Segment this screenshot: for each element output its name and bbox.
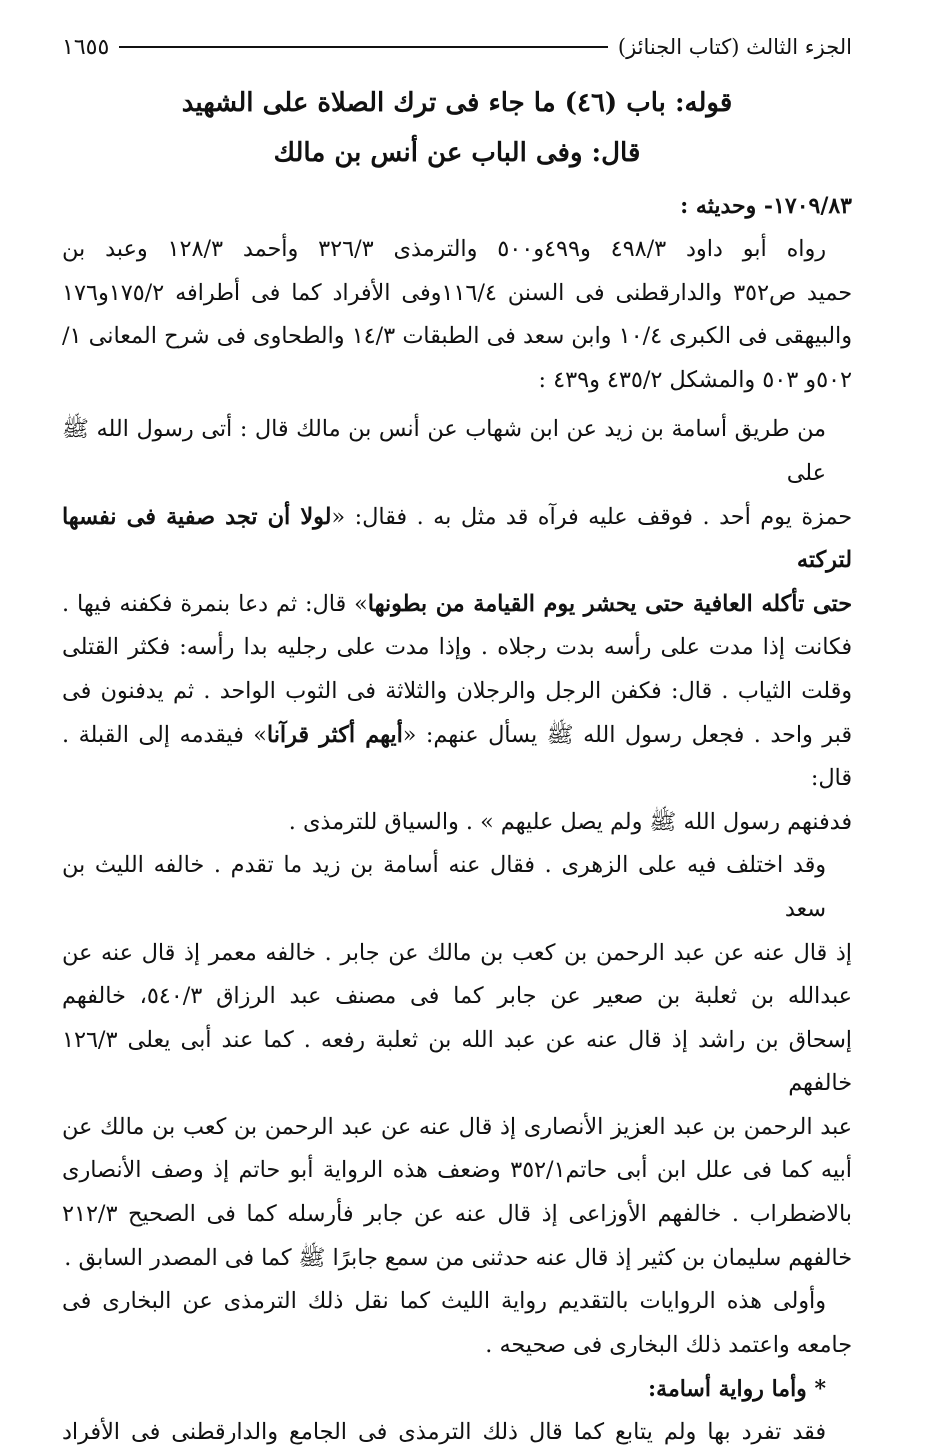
- text-line: ٥٠٢و ٥٠٣ والمشكل ٤٣٥/٢ و٤٣٩ :: [538, 366, 852, 393]
- text-line: خالفهم سليمان بن كثير إذ قال عنه حدثنى من سمع جابرًا ﷺ كما فى المصدر السابق .: [64, 1244, 852, 1271]
- text-line: حميد ص٣٥٢ والدارقطنى فى السنن ١١٦/٤وفى الأفراد كما فى أطرافه ١٧٥/٢و١٧٦: [62, 279, 852, 306]
- text-line: وقد اختلف فيه على الزهرى . فقال عنه أسامة بن زيد ما تقدم . خالفه الليث بن سعد: [62, 852, 826, 922]
- text-span: حمزة يوم أحد . فوقف عليه فرآه قد مثل به . فقال: «: [331, 503, 852, 530]
- text-line: والبيهقى فى الكبرى ١٠/٤ وابن سعد فى الطبقات ١٤/٣ والطحاوى فى شرح المعانى ١/: [62, 323, 852, 350]
- hadith-number: ١٧٠٩/٨٣- وحديثه :: [680, 193, 852, 219]
- text-line: فكانت إذا مدت على رأسه بدت رجلاه . وإذا مدت على رجليه بدا رأسه: فكثر القتلى: [62, 634, 852, 661]
- text-line: فدفنهم رسول الله ﷺ ولم يصل عليهم » . والسياق للترمذى .: [288, 808, 852, 835]
- chapter-subtitle: قال: وفى الباب عن أنس بن مالك: [273, 138, 641, 168]
- text-line: وأولى هذه الروايات بالتقديم رواية الليث كما نقل ذلك الترمذى عن البخارى فى: [62, 1288, 826, 1315]
- text-line: إسحاق بن راشد إذ قال عنه عن عبد الله بن ثعلبة رفعه . كما عند أبى يعلى ١٢٦/٣ خالفهم: [62, 1026, 852, 1097]
- text-line: عبد الرحمن بن عبد العزيز الأنصارى إذ قال عنه عن عبد الرحمن بن كعب بن مالك عن: [62, 1113, 852, 1140]
- text-line: عبدالله بن ثعلبة بن صعير عن جابر كما فى مصنف عبد الرزاق ٥٤٠/٣، خالفهم: [62, 983, 852, 1010]
- paragraph-hadith-text: [62, 408, 852, 844]
- paragraph-disagreement: [62, 844, 852, 1280]
- paragraph-final: [62, 1411, 852, 1455]
- text-span: » فيقدمه إلى القبلة . قال:: [62, 721, 852, 792]
- text-line: إذ قال عنه عن عبد الرحمن بن كعب بن مالك عن جابر . خالفه معمر إذ قال عنه عن: [62, 939, 852, 966]
- paragraph-preference: [62, 1280, 852, 1367]
- page-number: ١٦٥٥: [62, 34, 110, 60]
- text-line: بالاضطراب . خالفهم الأوزاعى إذ قال عنه عن جابر فأرسله كما فى الصحيح ٢١٢/٣: [62, 1201, 852, 1228]
- text-line: [62, 714, 852, 801]
- text-span: » قال: ثم دعا بنمرة فكفنه فيها .: [62, 590, 368, 617]
- bold-quote: حتى تأكله العافية حتى يحشر يوم القيامة من بطونها: [367, 590, 852, 617]
- text-line: جامعه واعتمد ذلك البخارى فى صحيحه .: [485, 1331, 852, 1358]
- text-line: رواه أبو داود ٤٩٨/٣ و٤٩٩و٥٠٠ والترمذى ٣٢٦/٣ وأحمد ١٢٨/٣ وعبد بن: [62, 236, 826, 262]
- running-head-title: الجزء الثالث (كتاب الجنائز): [617, 35, 852, 59]
- text-line: من طريق أسامة بن زيد عن ابن شهاب عن أنس بن مالك قال : أتى رسول الله ﷺ على: [62, 416, 826, 486]
- header-rule: [119, 46, 608, 48]
- section-label: وأما رواية أسامة:: [648, 1376, 807, 1403]
- paragraph-takhrij: [62, 228, 852, 402]
- text-line: [62, 496, 852, 583]
- star-icon: *: [814, 1376, 826, 1403]
- text-line: أبيه كما فى علل ابن أبى حاتم٣٥٢/١ وضعف هذه الرواية أبو حاتم إذ وصف الأنصارى: [62, 1157, 852, 1184]
- running-head: [62, 30, 852, 64]
- text-line: [62, 583, 852, 627]
- text-span: قبر واحد . فجعل رسول الله ﷺ يسأل عنهم: «: [402, 721, 852, 748]
- page: [62, 30, 852, 1455]
- text-line: وقلت الثياب . قال: فكفن الرجل والرجلان والثلاثة فى الثوب الواحد . ثم يدفنون فى: [62, 677, 852, 704]
- chapter-heading: قوله: باب (٤٦) ما جاء فى ترك الصلاة على الشهيد: [181, 88, 733, 118]
- bold-quote: لولا أن تجد صفية فى نفسها لتركته: [62, 503, 852, 574]
- bold-quote: أيهم أكثر قرآنا: [266, 721, 403, 748]
- text-line: فقد تفرد بها ولم يتابع كما قال ذلك الترمذى فى الجامع والدارقطنى فى الأفراد: [62, 1419, 826, 1446]
- section-heading: [62, 1367, 852, 1411]
